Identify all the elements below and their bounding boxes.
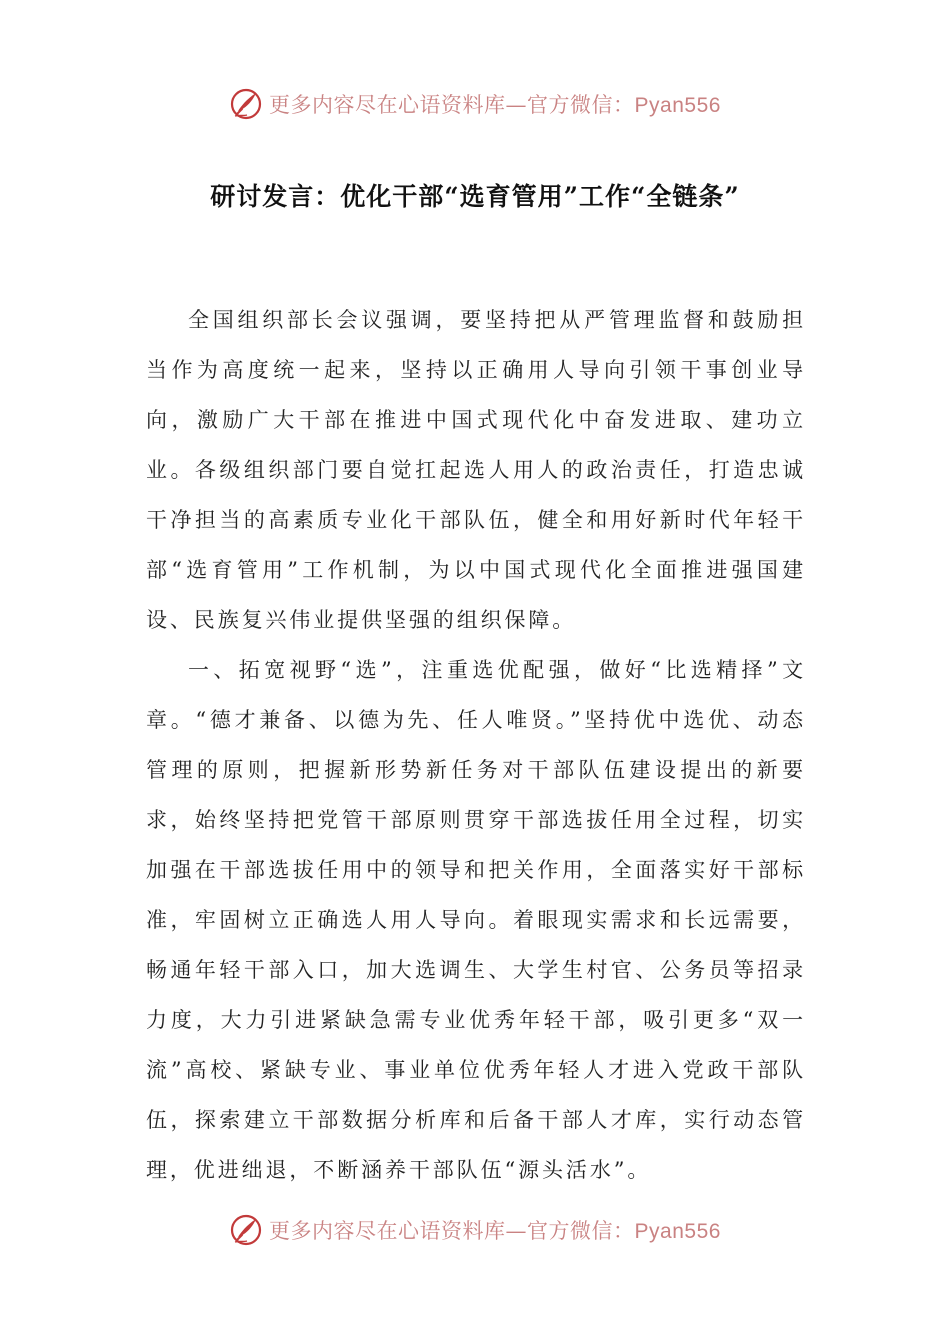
watermark-text	[269, 1215, 721, 1245]
paragraph-section-one: 一、拓宽视野“选”，注重选优配强，做好“比选精择”文章。“德才兼备、以德为先、任人唯贤。”坚持优中选优、动态管理的原则，把握新形势新任务对干部队伍建设提出的新要求，始终坚持把党管干部原则贯穿干部选拔任用全过程，切实加强在干部选拔任用中的领导和把关作用，全面落实好干部标准，牢固树立正确选人用人导向。着眼现实需求和长远需要，畅通年轻干部入口，加大选调生、大学生村官、公务员等招录力度，大力引进紧缺急需专业优秀年轻干部，吸引更多“双一流”高校、紧缺专业、事业单位优秀年轻人才进入党政干部队伍，探索建立干部数据分析库和后备干部人才库，实行动态管理，优进绌退，不断涵养干部队伍“源头活水”。	[146, 658, 806, 1182]
watermark-wechat-id: Pyan556	[634, 1220, 721, 1243]
quill-logo-icon	[229, 1213, 263, 1247]
watermark-label: 更多内容尽在心语资料库—官方微信：	[269, 93, 635, 117]
watermark-text	[269, 89, 721, 119]
paragraph-intro: 全国组织部长会议强调，要坚持把从严管理监督和鼓励担当作为高度统一起来，坚持以正确用人导向引领干事创业导向，激励广大干部在推进中国式现代化中奋发进取、建功立业。各级组织部门要自觉扛起选人用人的政治责任，打造忠诚干净担当的高素质专业化干部队伍，健全和用好新时代年轻干部“选育管用”工作机制，为以中国式现代化全面推进强国建设、民族复兴伟业提供坚强的组织保障。	[146, 308, 806, 632]
document-body	[146, 295, 806, 1195]
watermark-wechat-id: Pyan556	[634, 94, 721, 117]
watermark-label: 更多内容尽在心语资料库—官方微信：	[269, 1219, 635, 1243]
watermark-header	[0, 84, 950, 124]
quill-logo-icon	[229, 87, 263, 121]
document-title: 研讨发言：优化干部“选育管用”工作“全链条”	[210, 182, 740, 211]
watermark-footer	[0, 1210, 950, 1250]
